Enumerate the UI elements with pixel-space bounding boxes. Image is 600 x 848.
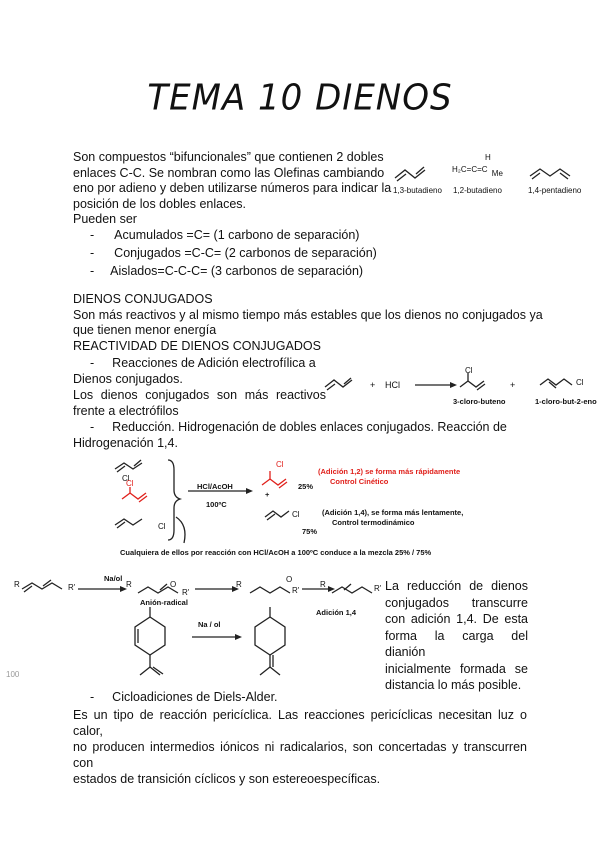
list-item: - Conjugados =C-C= (2 carbonos de separación) bbox=[90, 246, 377, 260]
pentadiene-structure bbox=[530, 169, 570, 179]
r-group-label: R bbox=[320, 580, 326, 589]
kinetic-label: (Adición 1,2) se forma más rápidamente bbox=[318, 467, 461, 476]
plus-sign: + bbox=[370, 380, 376, 390]
kinetic-sublabel: Control Cinético bbox=[330, 477, 389, 486]
chlorine-label: Cl bbox=[158, 522, 166, 531]
reduction-scheme bbox=[10, 575, 390, 685]
list-item: - Cicloadiciones de Diels-Alder. bbox=[90, 690, 278, 704]
product-label: 1-cloro-but-2-eno bbox=[535, 397, 597, 406]
r-group-label: R bbox=[126, 580, 132, 589]
scheme-footnote: Cualquiera de ellos por reacción con HCl/AcOH a 100ºC conduce a la mezcla 25% / 75% bbox=[120, 548, 432, 557]
r-group-label: R' bbox=[292, 586, 300, 595]
paragraph-line: frente a electrófilos bbox=[73, 404, 179, 418]
list-item: - Reacciones de Adición electrofílica a bbox=[90, 356, 316, 370]
conjugated-section bbox=[73, 292, 543, 354]
allene-structure: H₂C=C=C Me H bbox=[452, 153, 503, 178]
r-group-label: R bbox=[14, 580, 20, 589]
thermo-label: (Adición 1,4), se forma más lentamente, bbox=[322, 508, 464, 517]
list-item: - Acumulados =C= (1 carbono de separación) bbox=[90, 228, 360, 242]
percentage-label: 75% bbox=[302, 527, 318, 536]
intro-line: Son compuestos “bifuncionales” que contienen 2 dobles bbox=[73, 150, 384, 164]
intro-paragraph bbox=[73, 150, 391, 228]
page-title: TEMA 10 DIENOS bbox=[147, 77, 453, 119]
intro-line: Pueden ser bbox=[73, 212, 137, 226]
chlorine-label: Cl bbox=[292, 510, 300, 519]
example-label: 1,2-butadieno bbox=[453, 186, 502, 195]
section-heading: REACTIVIDAD DE DIENOS CONJUGADOS bbox=[73, 338, 321, 353]
chlorine-label: Cl bbox=[126, 479, 134, 488]
reagent-label: HCl/AcOH bbox=[197, 482, 233, 491]
paragraph-line: Hidrogenación 1,4. bbox=[73, 436, 178, 450]
plus-sign: + bbox=[265, 490, 270, 499]
r-group-label: R bbox=[236, 580, 242, 589]
r-group-label: R' bbox=[374, 584, 382, 593]
r-group-label: R' bbox=[68, 583, 76, 592]
diels-alder-paragraph: Es un tipo de reacción pericíclica. Las reacciones pericíclicas necesitan luz o calor, no producen intermedios iónicos ni radicalarios, son concertadas y transcurren con estados de transición cíclicos y son estereoespecíficas. bbox=[73, 708, 527, 786]
paragraph-line: Los dienos conjugados son más reactivos bbox=[73, 388, 326, 402]
intro-line: eno por adieno y deben utilizarse números para indicar la bbox=[73, 181, 392, 195]
reagent-label: HCl bbox=[385, 380, 400, 390]
chlorine-label: Cl bbox=[576, 378, 584, 387]
reduction-explanation: La reducción de dienos conjugados transcurre con adición 1,4. De esta forma la carga del dianión inicialmente formada se distancia lo más posible. bbox=[385, 579, 528, 692]
paragraph-line: que tienen menor energía bbox=[73, 323, 217, 337]
plus-sign: + bbox=[510, 380, 516, 390]
section-heading: DIENOS CONJUGADOS bbox=[73, 292, 213, 306]
chlorine-label: Cl bbox=[276, 460, 284, 469]
oxygen-label: O bbox=[286, 575, 293, 584]
oxygen-label: O bbox=[170, 580, 177, 589]
example-label: 1,3-butadieno bbox=[393, 186, 442, 195]
product-label: 3-cloro-buteno bbox=[453, 397, 506, 406]
intro-line: enlaces C-C. Se nombran como las Olefinas cambiando bbox=[73, 165, 385, 180]
intro-line: posición de los dobles enlaces. bbox=[73, 196, 247, 211]
example-label: 1,4-pentadieno bbox=[528, 186, 582, 195]
butadiene-structure bbox=[395, 167, 425, 181]
list-item: - Reducción. Hidrogenación de dobles enlaces conjugados. Reacción de bbox=[90, 420, 507, 434]
reagent-label: Na/ol bbox=[104, 574, 123, 583]
r-group-label: R' bbox=[182, 588, 190, 597]
temperature-label: 100ºC bbox=[206, 500, 227, 509]
percentage-label: 25% bbox=[298, 482, 314, 491]
list-item: - Aislados=C-C-C= (3 carbonos de separación) bbox=[90, 264, 364, 278]
paragraph-line: Son más reactivos y al mismo tiempo más estables que los dienos no conjugados ya bbox=[73, 307, 543, 322]
reagent-label: Na / ol bbox=[198, 620, 221, 629]
chlorine-label: Cl bbox=[122, 474, 130, 483]
paragraph-line: Dienos conjugados. bbox=[73, 372, 183, 386]
thermo-sublabel: Control termodinámico bbox=[332, 518, 415, 527]
intermediate-label: Anión-radical bbox=[140, 598, 188, 607]
diene-types-list bbox=[90, 228, 377, 282]
margin-mark: 100 bbox=[6, 670, 20, 679]
chlorine-label: Cl bbox=[465, 366, 473, 375]
addition-label: Adición 1,4 bbox=[316, 608, 357, 617]
